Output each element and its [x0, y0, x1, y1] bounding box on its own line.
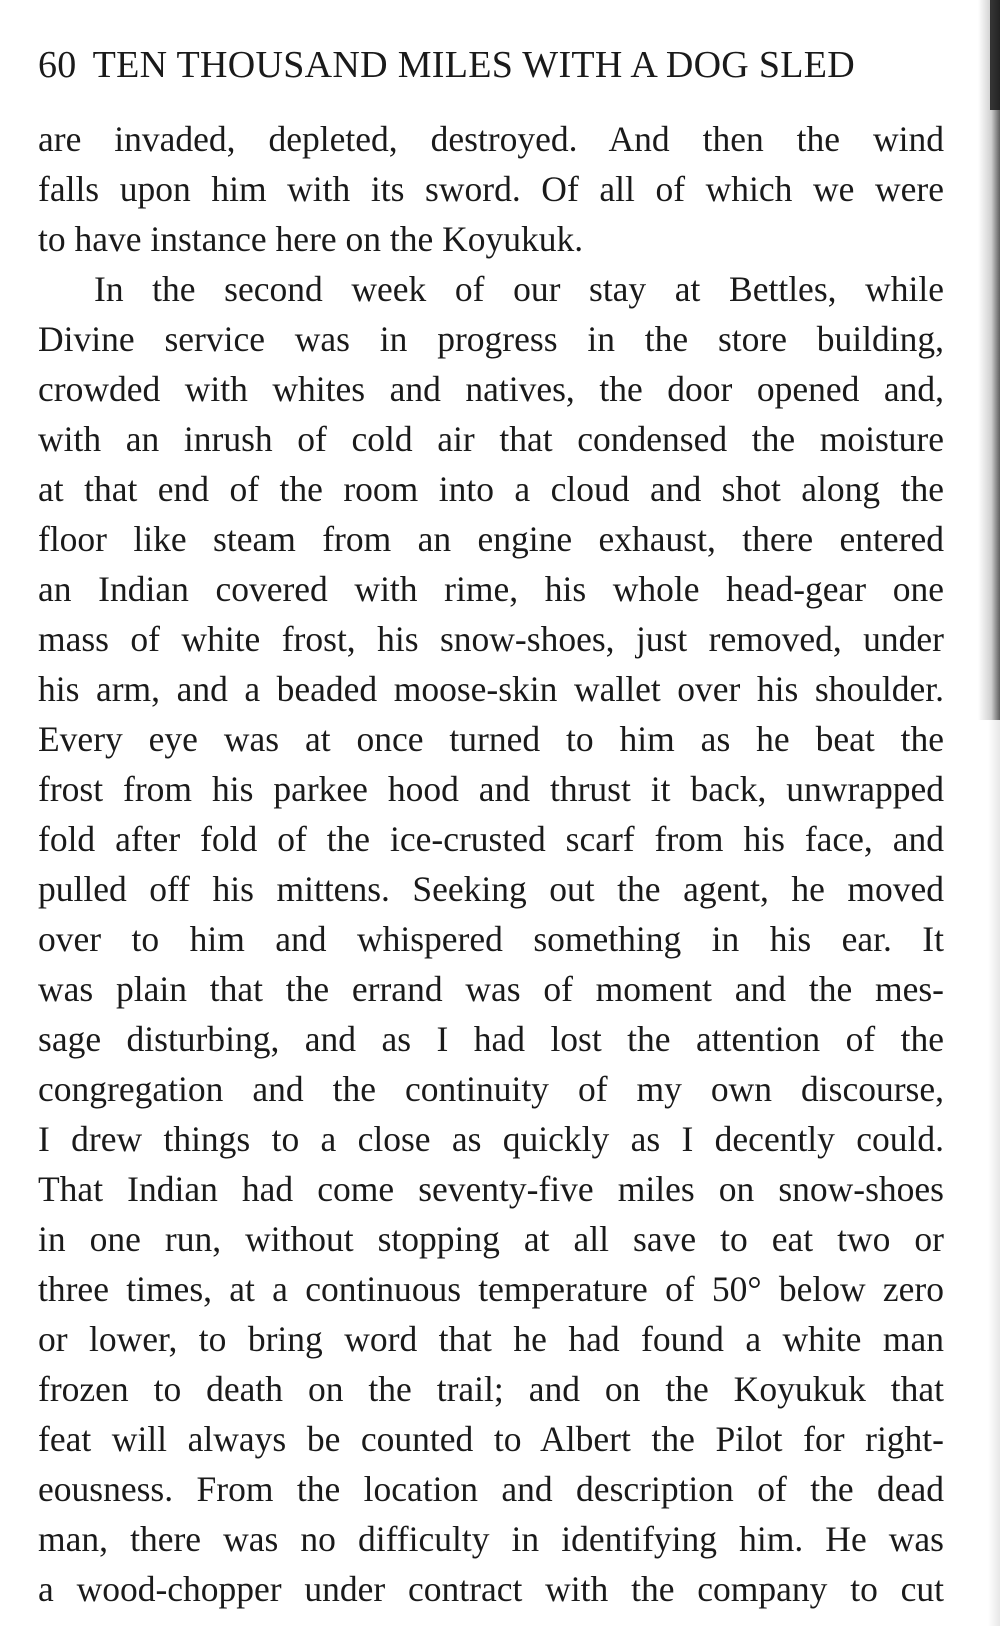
text-line: three times, at a continuous temperature of 50° below zero — [38, 1269, 944, 1309]
text-line: congregation and the continuity of my own discourse, — [38, 1069, 944, 1109]
text-line: That Indian had come seventy-five miles on snow-shoes — [38, 1169, 944, 1209]
page-number: 60 — [38, 44, 77, 86]
page-edge-shadow — [978, 0, 1000, 720]
text-line: eousness. From the location and description of the dead — [38, 1469, 944, 1509]
text-line: crowded with whites and natives, the door opened and, — [38, 369, 944, 409]
text-line: man, there was no difficulty in identifying him. He was — [38, 1519, 944, 1559]
text-line: feat will always be counted to Albert the Pilot for right- — [38, 1419, 944, 1459]
body-text — [38, 114, 944, 1614]
text-line: Divine service was in progress in the store building, — [38, 319, 944, 359]
text-line: sage disturbing, and as I had lost the attention of the — [38, 1019, 944, 1059]
text-line: with an inrush of cold air that condensed the moisture — [38, 419, 944, 459]
text-line: over to him and whispered something in his ear. It — [38, 919, 944, 959]
text-line: a wood-chopper under contract with the company to cut — [38, 1569, 944, 1609]
text-line: was plain that the errand was of moment and the mes- — [38, 969, 944, 1009]
text-line: at that end of the room into a cloud and shot along the — [38, 469, 944, 509]
running-title: TEN THOUSAND MILES WITH A DOG SLED — [92, 44, 856, 86]
text-line: his arm, and a beaded moose-skin wallet over his shoulder. — [38, 669, 944, 709]
text-line: In the second week of our stay at Bettles, while — [94, 269, 944, 309]
running-header — [38, 40, 948, 90]
text-line: floor like steam from an engine exhaust, there entered — [38, 519, 944, 559]
text-line: fold after fold of the ice-crusted scarf from his face, and — [38, 819, 944, 859]
text-line: Every eye was at once turned to him as he beat the — [38, 719, 944, 759]
text-line: or lower, to bring word that he had found a white man — [38, 1319, 944, 1359]
text-line: pulled off his mittens. Seeking out the agent, he moved — [38, 869, 944, 909]
text-line: an Indian covered with rime, his whole head-gear one — [38, 569, 944, 609]
text-line: frost from his parkee hood and thrust it back, unwrapped — [38, 769, 944, 809]
text-line: mass of white frost, his snow-shoes, just removed, under — [38, 619, 944, 659]
text-line: I drew things to a close as quickly as I decently could. — [38, 1119, 944, 1159]
text-line: falls upon him with its sword. Of all of which we were — [38, 169, 944, 209]
text-line: are invaded, depleted, destroyed. And then the wind — [38, 119, 944, 159]
page-edge-shadow-lower — [988, 720, 1000, 1626]
text-line: to have instance here on the Koyukuk. — [38, 219, 584, 259]
text-line: in one run, without stopping at all save to eat two or — [38, 1219, 944, 1259]
text-line: frozen to death on the trail; and on the Koyukuk that — [38, 1369, 944, 1409]
